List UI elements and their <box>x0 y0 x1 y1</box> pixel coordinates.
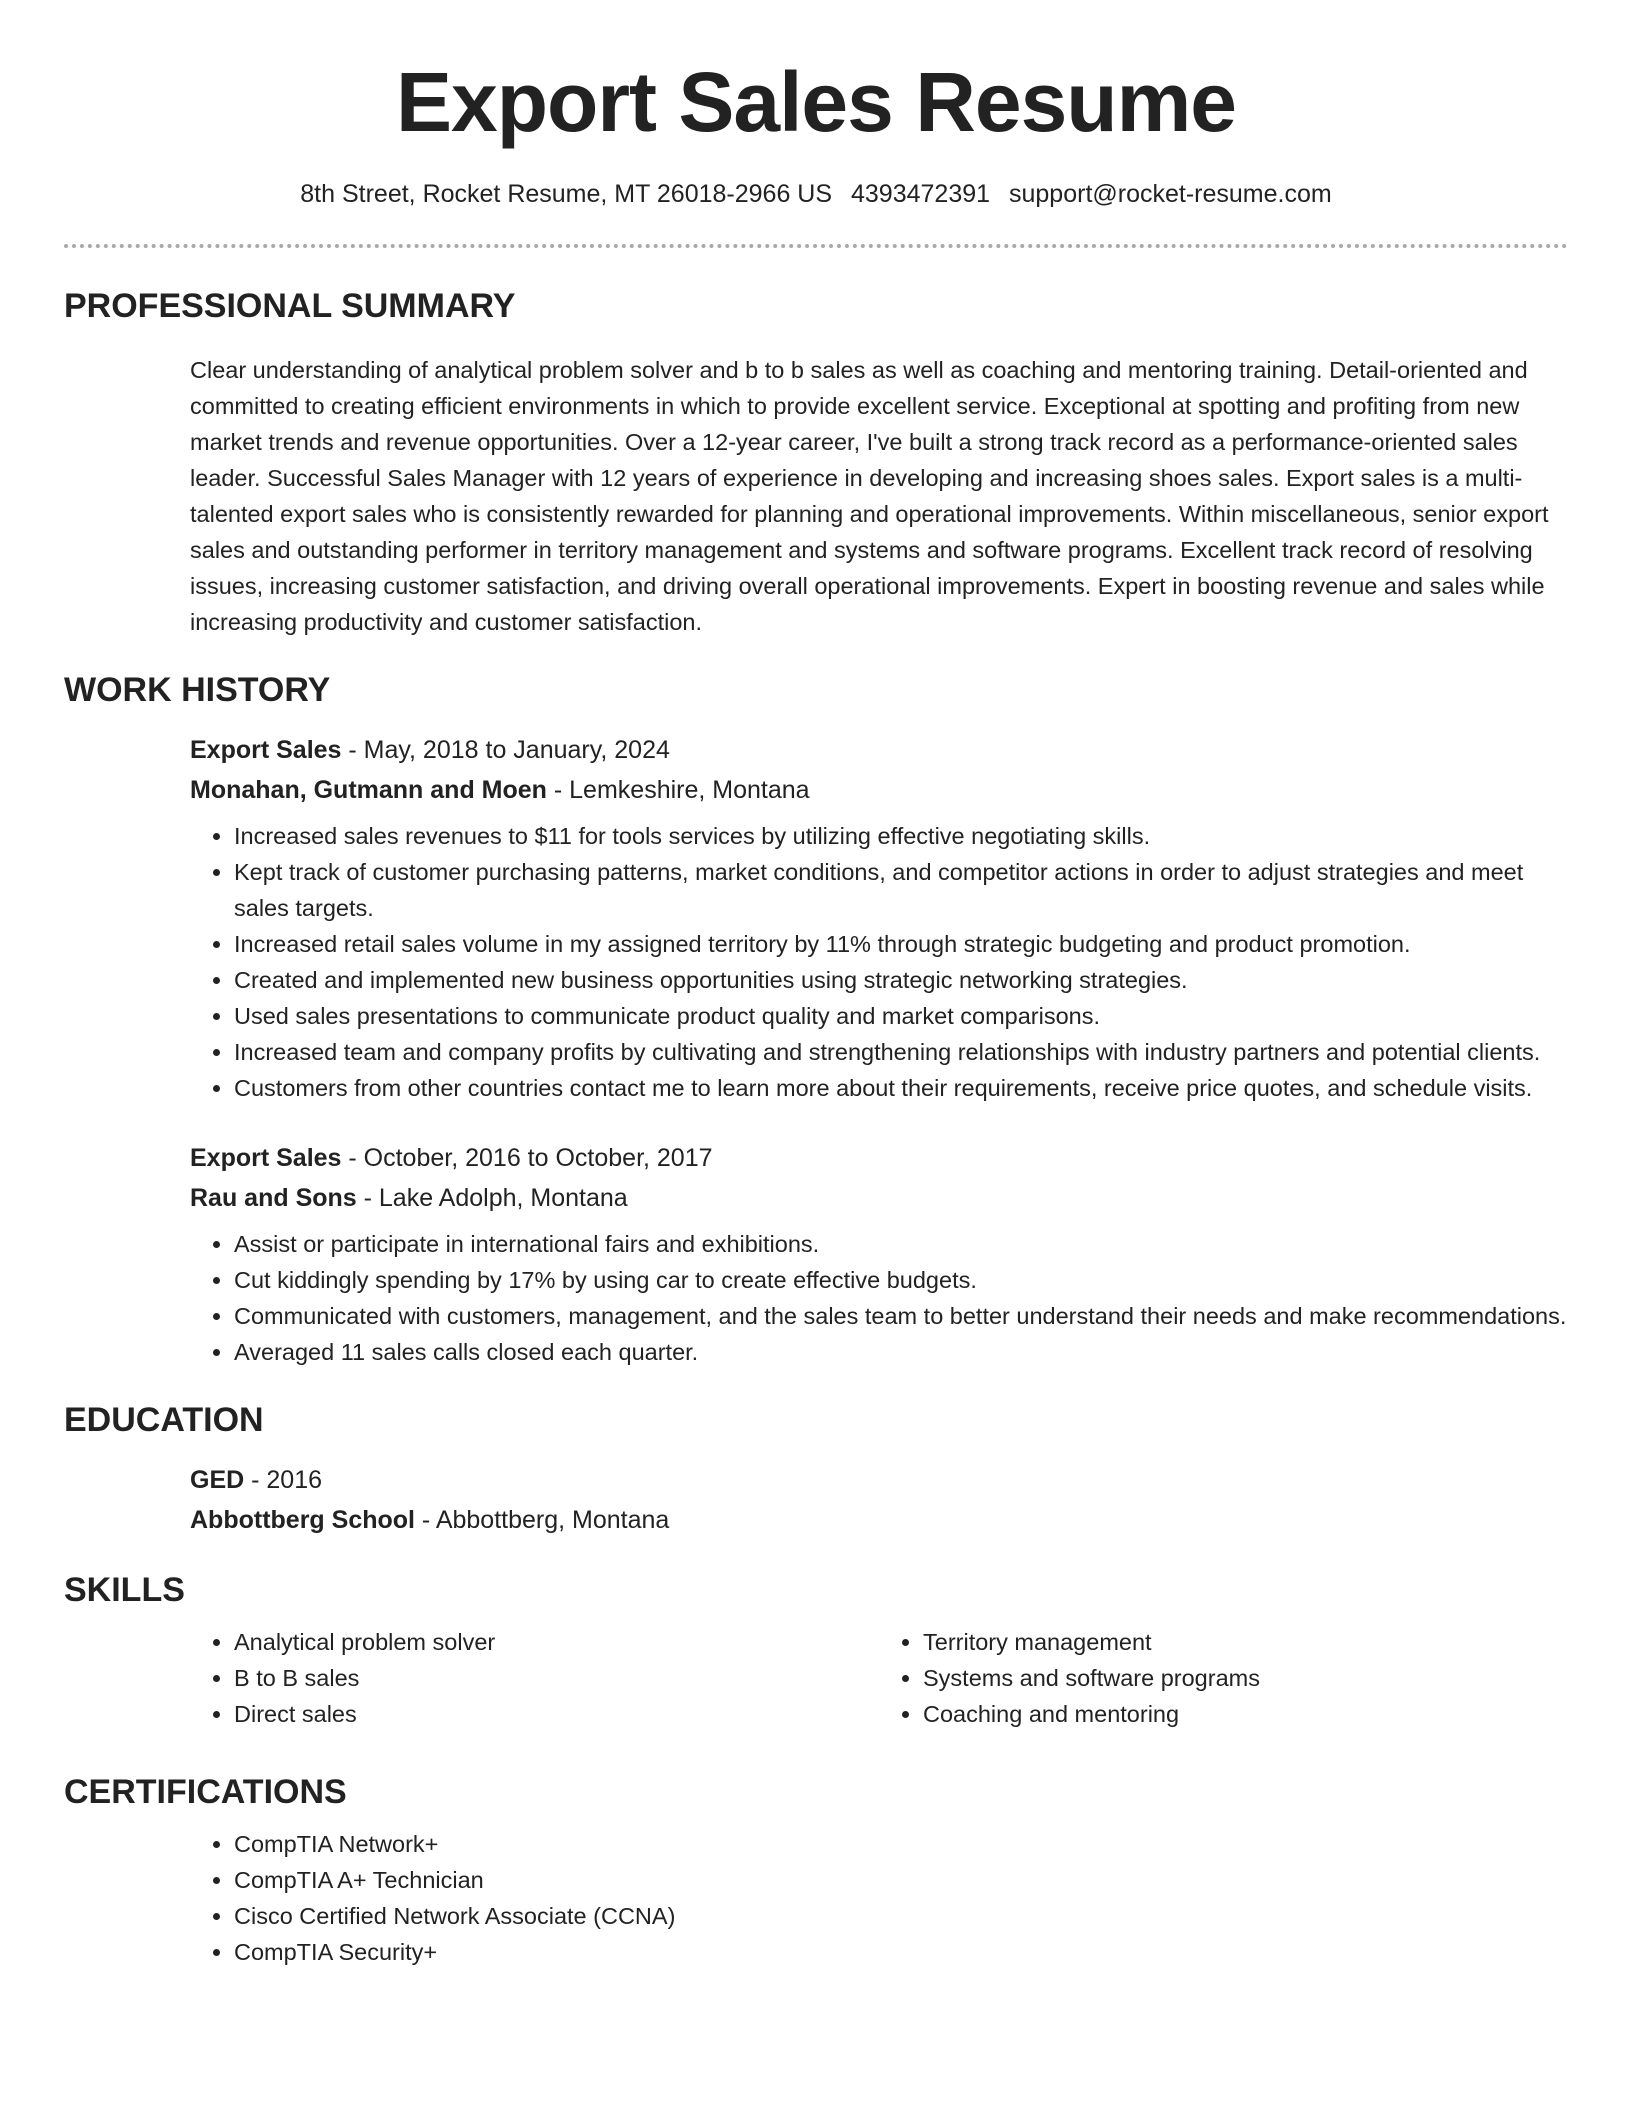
skill-item: • B to B sales <box>234 1660 879 1696</box>
job-bullets <box>190 818 1568 1106</box>
job-bullet: • Increased team and company profits by cultivating and strengthening relationships with industry partners and potential clients. <box>234 1034 1568 1070</box>
job-company: Monahan, Gutmann and Moen <box>190 776 547 804</box>
contact-phone: 4393472391 <box>851 180 991 208</box>
header-divider <box>64 244 1568 248</box>
resume-page <box>64 0 1568 1970</box>
certifications-heading: CERTIFICATIONS <box>64 1773 347 1811</box>
education-degree: GED <box>190 1466 245 1494</box>
education-degree-line <box>190 1460 1568 1500</box>
job-company-line <box>190 770 1568 810</box>
skills-heading: SKILLS <box>64 1571 185 1609</box>
contact-line <box>64 176 1568 212</box>
job-title-line <box>190 1138 1568 1178</box>
skill-item: • Analytical problem solver <box>234 1624 879 1660</box>
job-dates: - May, 2018 to January, 2024 <box>341 736 670 764</box>
resume-title: Export Sales Resume <box>395 55 1237 149</box>
certification-item: • CompTIA Security+ <box>234 1934 1568 1970</box>
contact-address: 8th Street, Rocket Resume, MT 26018-2966 US <box>300 180 833 208</box>
education-year: - 2016 <box>244 1466 323 1494</box>
job-title: Export Sales <box>190 1144 342 1172</box>
job-bullet: • Increased sales revenues to $11 for tools services by utilizing effective negotiating skills. <box>234 818 1568 854</box>
certification-item: • CompTIA Network+ <box>234 1826 1568 1862</box>
job-entry <box>190 1138 1568 1370</box>
job-bullet: • Created and implemented new business opportunities using strategic networking strategies. <box>234 962 1568 998</box>
education-school: Abbottberg School <box>190 1506 415 1534</box>
job-title-line <box>190 730 1568 770</box>
skill-item: • Direct sales <box>234 1696 879 1732</box>
education-heading: EDUCATION <box>64 1401 264 1439</box>
certification-item: • Cisco Certified Network Associate (CCNA) <box>234 1898 1568 1934</box>
job-company: Rau and Sons <box>190 1184 357 1212</box>
education-location: - Abbottberg, Montana <box>414 1506 670 1534</box>
skills-grid <box>190 1624 1568 1732</box>
certification-item: • CompTIA A+ Technician <box>234 1862 1568 1898</box>
skills-column-left <box>190 1624 879 1732</box>
education-school-line <box>190 1500 1568 1540</box>
job-location: - Lemkeshire, Montana <box>546 776 810 804</box>
skills-column-right <box>879 1624 1568 1732</box>
skill-item: • Territory management <box>923 1624 1568 1660</box>
job-entry <box>190 730 1568 1106</box>
summary-section <box>64 286 1568 640</box>
certifications-list <box>190 1826 1568 1970</box>
job-bullet: • Communicated with customers, management, and the sales team to better understand their needs and make recommendations. <box>234 1298 1568 1334</box>
education-section <box>64 1400 1568 1540</box>
job-company-line <box>190 1178 1568 1218</box>
summary-text: Clear understanding of analytical problem solver and b to b sales as well as coaching and mentoring training. Detail-oriented and committed to creating efficient environments in which to provide excellent service. Exceptional at spotting and profiting from new market trends and revenue opportunities. Over a 12-year career, I've built a strong track record as a performance-oriented sales leader. Successful Sales Manager with 12 years of experience in developing and increasing shoes sales. Export sales is a multi-talented export sales who is consistently rewarded for planning and operational improvements. Within miscellaneous, senior export sales and outstanding performer in territory management and systems and software programs. Excellent track record of resolving issues, increasing customer satisfaction, and driving overall operational improvements. Expert in boosting revenue and sales while increasing productivity and customer satisfaction. <box>190 357 1549 635</box>
certifications-section <box>64 1772 1568 1970</box>
job-bullet: • Assist or participate in international fairs and exhibitions. <box>234 1226 1568 1262</box>
skill-item: • Systems and software programs <box>923 1660 1568 1696</box>
job-bullet: • Cut kiddingly spending by 17% by using car to create effective budgets. <box>234 1262 1568 1298</box>
job-bullet: • Increased retail sales volume in my assigned territory by 11% through strategic budgeting and product promotion. <box>234 926 1568 962</box>
job-bullet: • Kept track of customer purchasing patterns, market conditions, and competitor actions in order to adjust strategies and meet sales targets. <box>234 854 1568 926</box>
job-bullet: • Customers from other countries contact me to learn more about their requirements, receive price quotes, and schedule visits. <box>234 1070 1568 1106</box>
job-bullets <box>190 1226 1568 1370</box>
job-dates: - October, 2016 to October, 2017 <box>341 1144 713 1172</box>
contact-email: support@rocket-resume.com <box>1009 180 1332 208</box>
job-location: - Lake Adolph, Montana <box>356 1184 628 1212</box>
summary-heading: PROFESSIONAL SUMMARY <box>64 287 516 325</box>
job-title: Export Sales <box>190 736 342 764</box>
job-bullet: • Averaged 11 sales calls closed each quarter. <box>234 1334 1568 1370</box>
job-bullet: • Used sales presentations to communicate product quality and market comparisons. <box>234 998 1568 1034</box>
work-history-section <box>64 670 1568 1370</box>
skill-item: • Coaching and mentoring <box>923 1696 1568 1732</box>
skills-section <box>64 1570 1568 1732</box>
work-history-heading: WORK HISTORY <box>64 671 331 709</box>
